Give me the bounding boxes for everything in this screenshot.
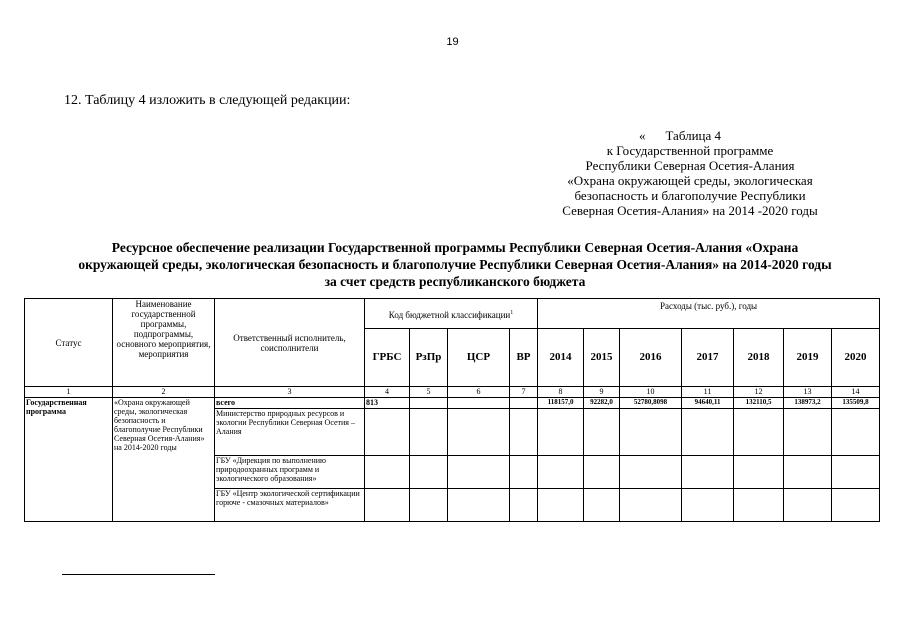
header-grbs: ГРБС (365, 329, 410, 387)
column-number: 5 (410, 387, 448, 398)
header-year-2017: 2017 (682, 329, 734, 387)
value-2020: 135509,8 (832, 398, 880, 409)
page-number: 19 (446, 36, 459, 48)
header-year-2016: 2016 (620, 329, 682, 387)
header-year-2015: 2015 (584, 329, 620, 387)
table-label: Таблица 4 (665, 128, 722, 143)
column-number: 13 (784, 387, 832, 398)
executor-directorate: ГБУ «Дирекция по выполнению природоохранных программ и экологического образования» (215, 456, 365, 489)
table-heading (40, 239, 870, 290)
heading-line: Ресурсное обеспечение реализации Государственной программы Республики Северная Осетия-Алания «Охрана (111, 240, 799, 255)
column-number: 3 (215, 387, 365, 398)
column-number: 2 (113, 387, 215, 398)
header-status: Статус (25, 299, 113, 387)
column-number: 6 (448, 387, 510, 398)
appendix-line: «Охрана окружающей среды, экологическая (567, 173, 813, 188)
value-2019: 138973,2 (784, 398, 832, 409)
executor-ministry: Министерство природных ресурсов и экологии Республики Северная Осетия – Алания (215, 409, 365, 456)
heading-line: окружающей среды, экологическая безопасность и благополучие Республики Северная Осетия-Алания» на 2014-2020 годы (78, 257, 832, 272)
header-year-2018: 2018 (734, 329, 784, 387)
column-number: 10 (620, 387, 682, 398)
header-name: Наименование государственной программы, подпрограммы, основного мероприятия, мероприятия (113, 299, 215, 387)
executor-certification-center: ГБУ «Центр экологической сертификации горюче - смазочных материалов» (215, 489, 365, 522)
footnote-marker: 1 (510, 309, 514, 316)
row-grbs: 813 (365, 398, 410, 409)
header-year-2014: 2014 (538, 329, 584, 387)
row-csr (448, 398, 510, 409)
value-2018: 132110,5 (734, 398, 784, 409)
header-year-2020: 2020 (832, 329, 880, 387)
intro-paragraph: 12. Таблицу 4 изложить в следующей редакции: (64, 93, 351, 108)
column-number: 11 (682, 387, 734, 398)
column-number: 1 (25, 387, 113, 398)
header-csr: ЦСР (448, 329, 510, 387)
header-rzpr: РзПр (410, 329, 448, 387)
appendix-line: Северная Осетия-Алания» на 2014 -2020 годы (562, 203, 818, 218)
opening-quote: « (638, 128, 646, 143)
header-budget-codes-label: Код бюджетной классификации (388, 309, 511, 320)
value-2017: 94640,11 (682, 398, 734, 409)
header-vr: ВР (510, 329, 538, 387)
footnote-separator (62, 574, 215, 575)
column-number: 14 (832, 387, 880, 398)
value-2014: 118157,0 (538, 398, 584, 409)
column-number: 9 (584, 387, 620, 398)
heading-line: за счет средств республиканского бюджета (324, 274, 586, 289)
value-2016: 52780,8098 (620, 398, 682, 409)
appendix-line: Республики Северная Осетия-Алания (585, 158, 795, 173)
header-expenses: Расходы (тыс. руб.), годы (538, 299, 880, 329)
resource-table (24, 298, 880, 522)
header-responsible: Ответственный исполнитель, соисполнители (215, 299, 365, 387)
column-number: 4 (365, 387, 410, 398)
appendix-line: безопасность и благополучие Республики (574, 188, 806, 203)
row-program-name: «Охрана окружающей среды, экологическая безопасность и благополучие Республики Северная Осетия-Алания» на 2014-2020 годы (113, 398, 215, 522)
value-2015: 92282,0 (584, 398, 620, 409)
row-status: Государственная программа (25, 398, 113, 522)
column-number: 12 (734, 387, 784, 398)
appendix-line: к Государственной программе (606, 143, 774, 158)
appendix-block (520, 128, 860, 218)
header-year-2019: 2019 (784, 329, 832, 387)
appendix-title (510, 128, 850, 143)
row-rzpr (410, 398, 448, 409)
column-number: 8 (538, 387, 584, 398)
row-vr (510, 398, 538, 409)
row-total-label: всего (215, 398, 365, 409)
column-number: 7 (510, 387, 538, 398)
header-budget-codes (365, 299, 538, 329)
